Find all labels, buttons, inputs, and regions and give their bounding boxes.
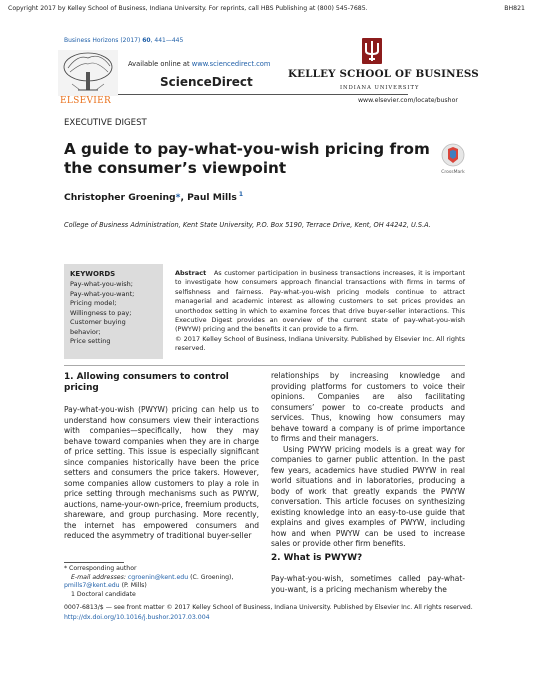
footnotes bbox=[64, 565, 264, 600]
journal-citation[interactable] bbox=[64, 37, 183, 44]
issn-line: 0007-6813/$ — see front matter © 2017 Kelley School of Business, Indiana University. Published by Elsevier Inc. All rights reserved. bbox=[64, 604, 473, 611]
abstract-text: As customer participation in business transactions increases, it is important to investigate how consumers approach financial transactions with firms in terms of selfishness and fairness. Pay-what-you-wish pricing models continue to attract managerial and academic interest as allowing customers to set prices provides an unorthodox setting in which to examine forces that drive buyer-seller interactions. This Executive Digest provides an overview of the current state of pay-what-you-wish (PWYW) pricing and the benefits it can provide to a firm. bbox=[175, 269, 466, 334]
author-1: Christopher Groening bbox=[64, 192, 176, 204]
section-2-heading: 2. What is PWYW? bbox=[271, 553, 363, 563]
keyword-item: Pay-what-you-wish; bbox=[70, 280, 133, 288]
body-column-2 bbox=[271, 371, 465, 550]
email-note-2 bbox=[64, 582, 264, 591]
keyword-item: Pricing model; bbox=[70, 299, 117, 307]
keyword-item: Pay-what-you-want; bbox=[70, 289, 135, 298]
available-online bbox=[128, 60, 270, 68]
journal-pages: , 441—445 bbox=[150, 37, 184, 44]
author-2-mark[interactable]: 1 bbox=[236, 191, 244, 198]
corresponding-author-note: * Corresponding author bbox=[64, 565, 137, 572]
indiana-university: INDIANA UNIVERSITY bbox=[340, 85, 420, 91]
keywords-title: KEYWORDS bbox=[70, 270, 116, 278]
author-separator: , bbox=[180, 192, 188, 204]
affiliation: College of Business Administration, Kent State University, P.O. Box 5190, Terrace Drive, Kent, OH 44242, U.S.A. bbox=[64, 221, 431, 229]
keyword-item: behavior; bbox=[70, 327, 101, 336]
header-rule bbox=[118, 94, 408, 95]
section-separator bbox=[64, 365, 465, 366]
keywords-list bbox=[70, 280, 134, 347]
email-1-name: (C. Groening), bbox=[188, 573, 234, 581]
abstract-copyright: © 2017 Kelley School of Business, Indiana University. Published by Elsevier Inc. All rights reserved. bbox=[175, 334, 465, 353]
authors bbox=[64, 191, 243, 203]
abstract bbox=[175, 269, 465, 354]
journal-volume: 60 bbox=[142, 37, 151, 44]
article-title: A guide to pay-what-you-wish pricing from the consumer’s viewpoint bbox=[64, 140, 430, 177]
keyword-item: Customer buying bbox=[70, 318, 126, 326]
bushor-url[interactable]: www.elsevier.com/locate/bushor bbox=[358, 97, 458, 104]
author-1-mark[interactable]: * bbox=[175, 192, 181, 204]
keyword-item: Price setting bbox=[70, 337, 111, 345]
article-category: EXECUTIVE DIGEST bbox=[64, 118, 147, 128]
crossmark-icon[interactable] bbox=[438, 143, 468, 175]
author-2: Paul Mills bbox=[187, 192, 237, 204]
journal-name: Business Horizons (2017) bbox=[64, 37, 141, 44]
email-2-link[interactable]: pmills7@kent.edu bbox=[64, 582, 120, 590]
column-2-paragraph-2: Using PWYW pricing models is a great way for companies to garner public attention. In the past few years, academics have studied PWYW in real world situations and in laboratories, producing a body of work that greatly expands the PWYW conversation. This article focuses on synthesizing existing knowledge into an easy-to-use guide that explains and gives examples of PWYW, including how and when PWYW can be used to increase sales or provide other firm benefits. bbox=[271, 444, 465, 548]
doctoral-note: 1 Doctoral candidate bbox=[71, 591, 136, 599]
email-2-name: (P. Mills) bbox=[119, 582, 147, 590]
keyword-item: Willingness to pay; bbox=[70, 308, 132, 317]
section-2-text: Pay-what-you-wish, sometimes called pay-what-you-want, is a pricing mechanism whereby the bbox=[271, 574, 465, 594]
section-1-heading: 1. Allowing consumers to control pricing bbox=[64, 372, 229, 393]
elsevier-tree-logo bbox=[58, 50, 118, 102]
iu-trident-logo bbox=[362, 38, 382, 64]
doi-link[interactable]: http://dx.doi.org/10.1016/j.bushor.2017.03.004 bbox=[64, 614, 210, 621]
kelley-school-name: KELLEY SCHOOL OF BUSINESS bbox=[288, 68, 479, 80]
sciencedirect-url[interactable]: www.sciencedirect.com bbox=[191, 60, 271, 68]
footnote-rule bbox=[64, 562, 124, 563]
body-column-1: Pay-what-you-wish (PWYW) pricing can help us to understand how consumers view their interactions with companies—specifically, how they may behave toward companies when they are in charge of price setting. This issue is especially significant since companies historically have been the price setters and consumers the price takers. However, some companies allow customers to play a role in price setting through mechanisms such as PWYW, auctions, name-your-own-price, freemium products, shareware, and group purchasing. More recently, the internet has empowered consumers and reduced the asymmetry of traditional buyer-seller bbox=[64, 405, 259, 540]
document-code: BH821 bbox=[504, 5, 525, 12]
available-online-label: Available online at bbox=[128, 60, 192, 68]
email-label: E-mail addresses: bbox=[71, 573, 128, 581]
sciencedirect-wordmark: ScienceDirect bbox=[160, 75, 253, 89]
crossmark-label: CrossMark bbox=[441, 170, 465, 175]
copyright-line: Copyright 2017 by Kelley School of Business, Indiana University. For reprints, call HBS Publishing at (800) 545-7685. bbox=[8, 5, 368, 12]
email-1-link[interactable]: cgroenin@kent.edu bbox=[127, 573, 189, 581]
elsevier-wordmark: ELSEVIER bbox=[60, 96, 112, 106]
abstract-label: Abstract bbox=[175, 269, 207, 277]
column-2-paragraph-1: relationships by increasing knowledge and providing platforms for customers to voice their opinions. Companies are also facilitating consumers’ power to co-create products and services. Thus, knowing how consumers may behave toward a company is of prime importance to firms and their managers. bbox=[271, 371, 465, 443]
